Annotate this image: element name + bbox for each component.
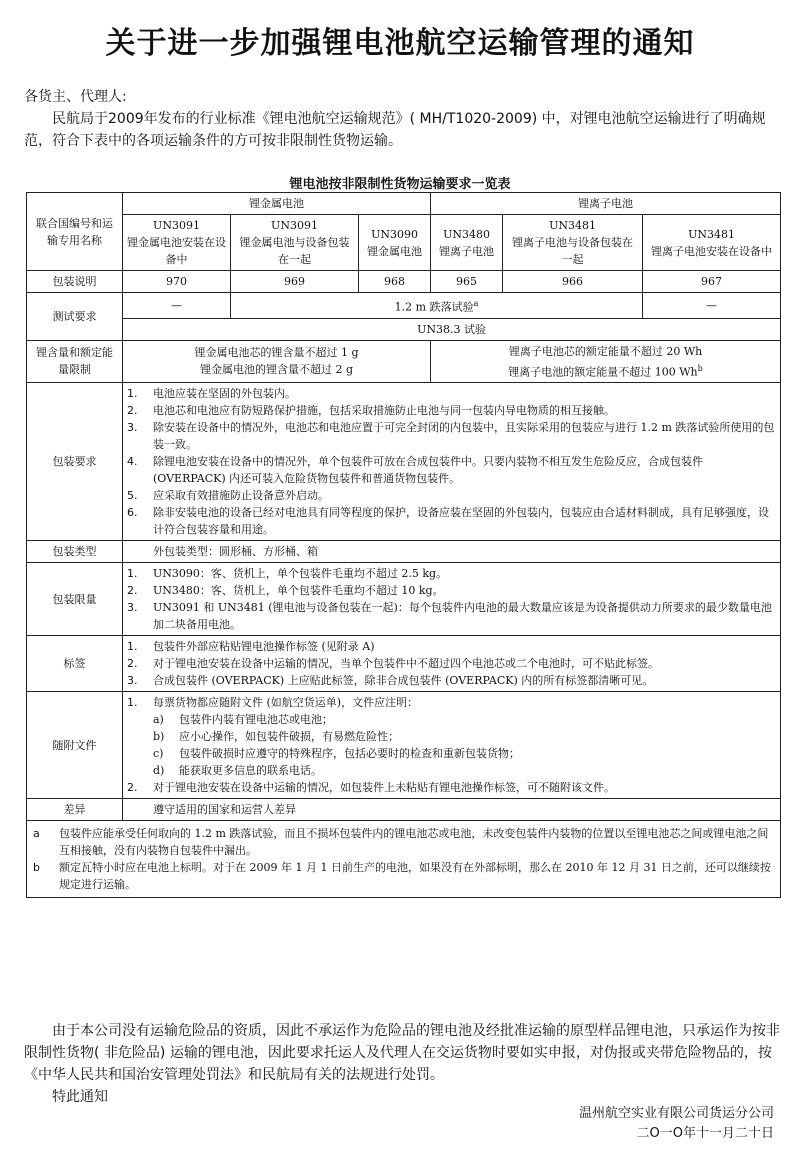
sub-list-item	[127, 728, 776, 745]
sub-item-letter: c)	[153, 747, 164, 761]
diff-value: 遵守适用的国家和运营人差异	[123, 799, 781, 821]
column-header	[643, 215, 781, 271]
test-un383: UN38.3 试验	[123, 318, 781, 340]
pkg-limit-label: 包装限量	[27, 563, 123, 636]
item-number: 2.	[127, 584, 138, 598]
list-item	[127, 638, 776, 655]
list-item	[127, 565, 776, 582]
footnote-text: 额定瓦特小时应在电池上标明。对于在 2009 年 1 月 1 日前生产的电池，如果没有在外部标明，那么在 2010 年 12 月 31 日之前，还可以继续按规定进行运输。	[59, 861, 771, 892]
list-item	[127, 385, 776, 402]
item-text: 合成包装件 (OVERPACK) 上应贴此标签，除非合成包装件 (OVERPACK) 内的所有标签都清晰可见。	[153, 674, 654, 688]
docs-list	[123, 692, 781, 799]
un-number: UN3480	[443, 227, 490, 241]
table-row-packing	[27, 271, 781, 293]
item-text: 除非安装电池的设备已经对电池具有同等程度的保护，设备应装在坚固的外包装内，包装应由合适材料制成，具有足够强度，设计符合包装容量和用途。	[153, 506, 769, 537]
sub-item-text: 应小心操作，如包装件破损，有易燃危险性；	[179, 730, 399, 744]
un-number: UN3481	[549, 219, 596, 232]
pkg-type-label: 包装类型	[27, 541, 123, 563]
packing-value: 966	[503, 271, 643, 293]
signature-block	[579, 1104, 774, 1144]
table-row-packing-limit	[27, 563, 781, 636]
list-item	[127, 453, 776, 487]
footer-paragraph: 由于本公司没有运输危险品的资质，因此不承运作为危险品的锂电池及经批准运输的原型样品锂电池，只承运作为按非限制性货物( 非危险品) 运输的锂电池，因此要求托运人及代理人在交运货物时要如实申报，对伪报或夹带危险物品的，按《中华人民共和国治安管理处罚法》和民航局有关的法规进行处罚。	[24, 1023, 780, 1083]
footnote-letter: a	[33, 827, 40, 841]
packing-value: 965	[431, 271, 503, 293]
sub-item-text: 包装件破损时应遵守的特殊程序，包括必要时的检查和重新包装货物；	[179, 747, 520, 761]
column-name: 锂离子电池与设备包装在一起	[512, 236, 634, 266]
packing-value: 969	[231, 271, 359, 293]
labels-list	[123, 636, 781, 692]
un-number: UN3481	[688, 227, 735, 241]
item-text: UN3091 和 UN3481 (锂电池与设备包装在一起)：每个包装件内电池的最大数量应该是为设备提供动力所要求的最少数量电池加二块备用电池。	[153, 601, 772, 632]
greeting: 各货主、代理人:	[24, 89, 127, 105]
closing-text: 特此通知	[52, 1089, 108, 1105]
item-number: 1.	[127, 387, 138, 401]
item-text: 每票货物都应随附文件 (如航空货运单)，文件应注明：	[153, 696, 419, 710]
docs-label: 随附文件	[27, 692, 123, 799]
table-row-un383	[27, 318, 781, 340]
sub-item-letter: b)	[153, 730, 165, 744]
limit-ion	[431, 340, 781, 383]
item-number: 2.	[127, 404, 138, 418]
table-row-notes	[27, 821, 781, 898]
item-text: UN3090：客、货机上，单个包装件毛重均不超过 2.5 kg。	[153, 567, 448, 581]
table-row-columns	[27, 215, 781, 271]
list-item	[127, 419, 776, 453]
list-item	[127, 487, 776, 504]
test-dash-left: —	[123, 293, 231, 319]
column-header	[431, 215, 503, 271]
item-number: 5.	[127, 489, 138, 503]
packing-value: 967	[643, 271, 781, 293]
item-number: 1.	[127, 567, 138, 581]
list-item	[127, 582, 776, 599]
list-item	[127, 694, 776, 711]
requirements-table-wrapper	[26, 192, 780, 898]
list-item	[127, 504, 776, 538]
table-row-labels	[27, 636, 781, 692]
item-number: 3.	[127, 601, 138, 615]
table-row-test	[27, 293, 781, 319]
list-item	[127, 672, 776, 689]
sub-item-text: 能获取更多信息的联系电话。	[179, 764, 322, 778]
un-number: UN3091	[153, 219, 200, 232]
footnote-marker-a: a	[473, 299, 479, 308]
item-number: 2.	[127, 781, 138, 795]
table-title: 锂电池按非限制性货物运输要求一览表	[289, 177, 511, 192]
packing-label: 包装说明	[27, 271, 123, 293]
limit-ion-battery: 锂离子电池的额定能量不超过 100 Wh	[508, 365, 698, 379]
item-text: 应采取有效措施防止设备意外启动。	[153, 489, 329, 503]
intro-section	[24, 86, 780, 152]
item-text: 除安装在设备中的情况外，电池芯和电池应置于可完全封闭的内包装中，且实际采用的包装应与进行 1.2 m 跌落试验所使用的包装一致。	[153, 421, 775, 452]
footnote-a	[33, 825, 774, 859]
un-number: UN3090	[371, 227, 418, 241]
item-text: 对于锂电池安装在设备中运输的情况，如包装件上未粘贴有锂电池操作标签，可不随附该文件。	[153, 781, 615, 795]
packing-value: 970	[123, 271, 231, 293]
column-name: 锂离子电池安装在设备中	[651, 244, 773, 258]
issue-date: 二О一О年十一月二十日	[636, 1126, 774, 1141]
item-number: 3.	[127, 674, 138, 688]
document-title: 关于进一步加强锂电池航空运输管理的通知	[105, 26, 695, 61]
test-drop	[231, 293, 643, 319]
column-header	[503, 215, 643, 271]
list-item	[127, 402, 776, 419]
table-row-limit	[27, 340, 781, 383]
item-text: 对于锂电池安装在设备中运输的情况，当单个包装件中不超过四个电池芯或二个电池时，可不贴此标签。	[153, 657, 659, 671]
table-row-packing-requirements	[27, 383, 781, 541]
company-name: 温州航空实业有限公司货运分公司	[578, 1106, 774, 1121]
sub-list-item	[127, 711, 776, 728]
table-row-packing-type	[27, 541, 781, 563]
requirements-table	[26, 192, 781, 898]
un-number: UN3091	[271, 219, 318, 232]
table-row-documents	[27, 692, 781, 799]
pkg-req-list	[123, 383, 781, 541]
item-text: 包装件外部应粘贴锂电池操作标签 (见附录 A)	[153, 640, 375, 654]
column-header	[123, 215, 231, 271]
label-label: 标签	[27, 636, 123, 692]
limit-ion-cell: 锂离子电池芯的额定能量不超过 20 Wh	[508, 344, 703, 358]
test-label: 测试要求	[27, 293, 123, 341]
sub-item-letter: d)	[153, 764, 165, 778]
un-name-header: 联合国编号和运输专用名称	[27, 193, 123, 271]
column-name: 锂金属电池安装在设备中	[127, 236, 226, 266]
packing-value: 968	[359, 271, 431, 293]
sub-list-item	[127, 745, 776, 762]
footnotes	[27, 821, 781, 898]
test-dash-right: —	[643, 293, 781, 319]
column-header	[231, 215, 359, 271]
column-name: 锂金属电池与设备包装在一起	[239, 236, 350, 266]
diff-label: 差异	[27, 799, 123, 821]
sub-item-letter: a)	[153, 713, 164, 727]
footer-section	[24, 1020, 780, 1108]
limit-metal	[123, 340, 431, 383]
pkg-req-label: 包装要求	[27, 383, 123, 541]
item-number: 1.	[127, 640, 138, 654]
item-number: 3.	[127, 421, 138, 435]
item-text: 除锂电池安装在设备中的情况外，单个包装件可放在合成包装件中。只要内装物不相互发生危险反应，合成包装件 (OVERPACK) 内还可装入危险货物包装件和普通货物包装件。	[153, 455, 703, 486]
table-row-difference	[27, 799, 781, 821]
table-row-group-header	[27, 193, 781, 215]
pkg-limit-list	[123, 563, 781, 636]
list-item	[127, 779, 776, 796]
item-number: 2.	[127, 657, 138, 671]
sub-list-item	[127, 762, 776, 779]
item-text: 电池芯和电池应有防短路保护措施，包括采取措施防止电池与同一包装内导电物质的相互接触。	[153, 404, 615, 418]
intro-paragraph: 民航局于2009年发布的行业标准《锂电池航空运输规范》( MH/T1020-2009) 中，对锂电池航空运输进行了明确规范，符合下表中的各项运输条件的方可按非限制性货物运输。	[24, 111, 766, 149]
footnote-marker-b: b	[697, 363, 703, 373]
pkg-type-value: 外包装类型：圆形桶、方形桶、箱	[123, 541, 781, 563]
test-drop-text: 1.2 m 跌落试验	[394, 300, 474, 314]
footnote-b	[33, 859, 774, 893]
limit-label: 锂含量和额定能量限制	[27, 340, 123, 383]
list-item	[127, 655, 776, 672]
sub-item-text: 包装件内装有锂电池芯或电池；	[179, 713, 333, 727]
item-number: 1.	[127, 696, 138, 710]
item-text: 电池应装在坚固的外包装内。	[153, 387, 296, 401]
column-name: 锂金属电池	[367, 244, 422, 258]
footnote-text: 包装件应能承受任何取向的 1.2 m 跌落试验，而且不损坏包装件内的锂电池芯或电池，未改变包装件内装物的位置以至锂电池芯之间或锂电池之间互相接触，没有内装物自包装件中漏出。	[59, 827, 769, 858]
group-metal-header: 锂金属电池	[123, 193, 431, 215]
item-number: 4.	[127, 455, 138, 469]
item-text: UN3480：客、货机上，单个包装件毛重均不超过 10 kg。	[153, 584, 444, 598]
column-header	[359, 215, 431, 271]
item-number: 6.	[127, 506, 138, 520]
footnote-letter: b	[33, 861, 40, 875]
limit-metal-battery: 锂金属电池的锂含量不超过 2 g	[199, 363, 354, 377]
column-name: 锂离子电池	[439, 244, 495, 258]
group-ion-header: 锂离子电池	[431, 193, 781, 215]
limit-metal-cell: 锂金属电池芯的锂含量不超过 1 g	[194, 346, 359, 360]
list-item	[127, 599, 776, 633]
